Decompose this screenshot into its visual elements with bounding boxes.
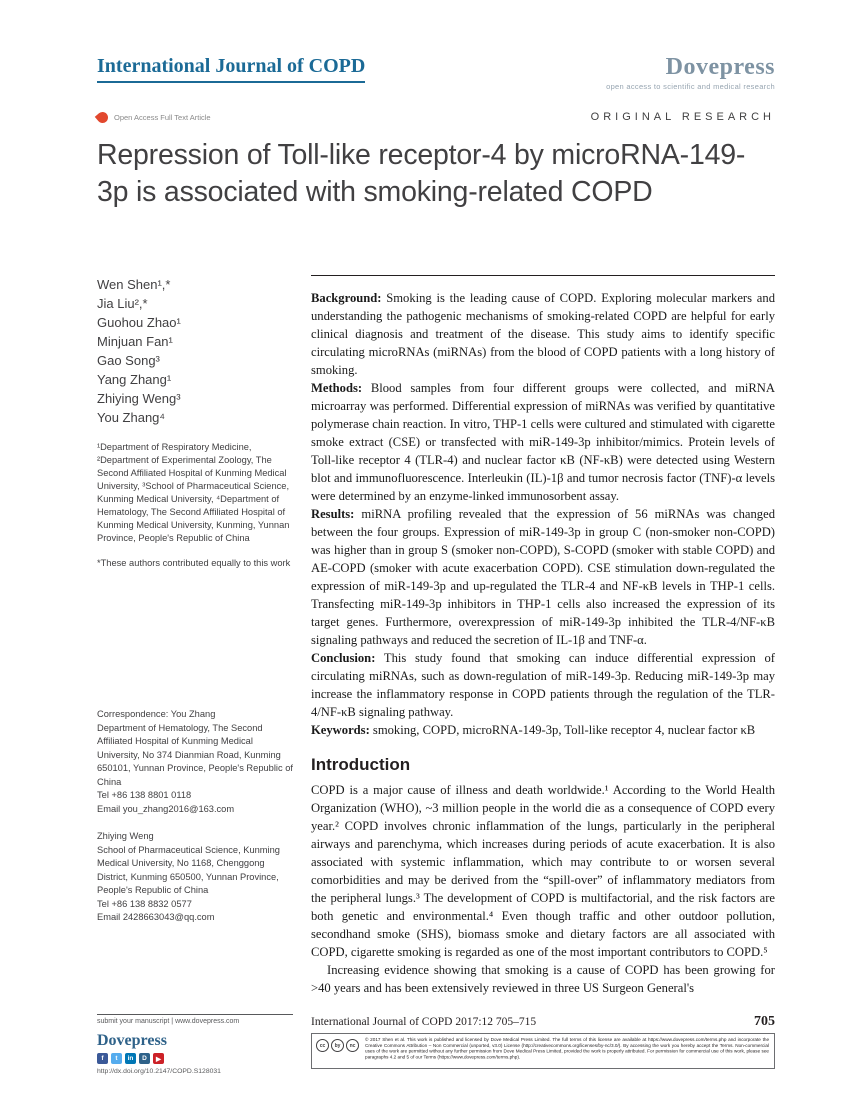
- footer-left-bottom: [97, 1030, 293, 1075]
- abstract-background: [311, 289, 775, 379]
- page-number: 705: [754, 1014, 775, 1029]
- abstract-background-label: Background:: [311, 291, 382, 305]
- abstract-results-text: miRNA profiling revealed that the expression of 56 miRNAs was changed between the four groups. Expression of miR-149-3p in group C (non-smoker non-COPD) was higher than in group S (smoker non-COPD), S-COPD (smoker with stable COPD) and AE-COPD (smoker with acute exacerbation COPD). CSE stimulation down-regulated the expression of miR-149-3p and up-regulated the TLR-4 and NF-κB levels in THP-1 cells. Transfecting miR-149-3p inhibitors in THP-1 cells also increased the expression of its target genes. Furthermore, overexpression of miR-149-3p inhibited the TLR-4/NF-κB signaling pathways and reduced the secretion of IL-1β and TNF-α.: [311, 507, 775, 647]
- correspondence-primary: [97, 708, 293, 816]
- dovepress-footer-logo[interactable]: Dovepress: [97, 1032, 167, 1049]
- attribution-icon: by: [331, 1039, 344, 1052]
- publisher-block: [606, 55, 775, 91]
- footer-cite-row: [97, 1014, 775, 1030]
- abstract-results-label: Results:: [311, 507, 355, 521]
- article-body: [311, 275, 775, 1005]
- correspondence-email[interactable]: Email 2428663043@qq.com: [97, 912, 215, 922]
- author-name: Jia Liu²,*: [97, 296, 148, 311]
- facebook-icon[interactable]: f: [97, 1053, 108, 1064]
- correspondence-tel: Tel +86 138 8801 0118: [97, 790, 192, 800]
- abstract-keywords-label: Keywords:: [311, 723, 370, 737]
- masthead: [97, 55, 775, 91]
- page-footer: [97, 1014, 775, 1075]
- open-access-label[interactable]: Open Access Full Text Article: [114, 112, 211, 122]
- footer-left-top: [97, 1014, 293, 1030]
- footer-citation-row: [311, 1014, 775, 1030]
- author-name: Guohou Zhao¹: [97, 315, 181, 330]
- publisher-tagline: open access to scientific and medical research: [606, 82, 775, 91]
- author-name: Gao Song³: [97, 353, 160, 368]
- submit-manuscript-link[interactable]: submit your manuscript | www.dovepress.com: [97, 1014, 293, 1025]
- correspondence-section: [97, 708, 293, 925]
- author-name: Zhiying Weng³: [97, 391, 181, 406]
- journal-citation: International Journal of COPD 2017:12 705–715: [311, 1016, 537, 1028]
- introduction-paragraph-2: Increasing evidence showing that smoking is a cause of COPD has been growing for >40 years and has been extensively reviewed in three US Surgeon General's: [311, 963, 775, 995]
- correspondence-address: School of Pharmaceutical Science, Kunming Medical University, No 1168, Chenggong District, Kunming 650500, Yunnan Province, People's Republic of China: [97, 844, 280, 895]
- non-commercial-icon: nc: [346, 1039, 359, 1052]
- correspondence-tel: Tel +86 138 8832 0577: [97, 898, 192, 909]
- abstract-conclusion: [311, 649, 775, 721]
- dovepress-logo[interactable]: Dovepress: [665, 54, 775, 80]
- linkedin-icon[interactable]: in: [125, 1053, 136, 1064]
- abstract-background-text: Smoking is the leading cause of COPD. Exploring molecular markers and understanding the pathogenic mechanisms of smoking-related COPD are helpful for early clinical diagnosis and treatment of the disease. This study aims to identify specific circulating microRNAs (miRNAs) from the blood of COPD patients with a long history of smoking.: [311, 291, 775, 377]
- dove-icon: [95, 109, 110, 124]
- youtube-icon[interactable]: ▶: [153, 1053, 164, 1064]
- abstract-methods-text: Blood samples from four different groups were collected, and miRNA microarray was performed. Differential expression of miRNAs was verified by quantitative polymerase chain reaction. In vitro, THP-1 cells were cultured and stimulated with cigarette smoke extract (CSE) or transfected with miR-149-3p inhibitor/mimics. Protein levels of Toll-like receptor 4 (TLR-4) and nuclear factor κB (NF-κB) were detected using Western blot and immunofluorescence. Interleukin (IL)-1β and tumor necrosis factor (TNF)-α levels were determined by an enzyme-linked immunosorbent assay.: [311, 381, 775, 503]
- author-name: Wen Shen¹,*: [97, 277, 171, 292]
- article-type-label: ORIGINAL RESEARCH: [590, 111, 775, 123]
- open-access-badge[interactable]: [97, 112, 211, 123]
- correspondence-email[interactable]: Email you_zhang2016@163.com: [97, 803, 235, 814]
- social-icon-row: [97, 1053, 293, 1064]
- license-text: © 2017 Shen et al. This work is published and licensed by Dove Medical Press Limited. The full terms of this license are available at https://www.dovepress.com/terms.php and incorporate the Creative Commons Attribution – Non Commercial (unported, v3.0) License (http://creativecommons.org/licenses/by-nc/3.0/). By accessing the work you hereby accept the Terms. Non-commercial uses of the work are permitted without any further permission from Dove Medical Press Limited, provided the work is properly attributed. For permission for commercial use of this work, please see paragraphs 4.2 and 5 of our Terms (https://www.dovepress.com/terms.php).: [365, 1037, 770, 1060]
- abstract-results: [311, 505, 775, 649]
- doi-link[interactable]: http://dx.doi.org/10.2147/COPD.S128031: [97, 1068, 221, 1075]
- introduction-heading: Introduction: [311, 755, 411, 774]
- abstract-methods-label: Methods:: [311, 381, 363, 395]
- affiliations: ¹Department of Respiratory Medicine, ²Department of Experimental Zoology, The Second Affiliated Hospital of Kunming Medical University, ³School of Pharmaceutical Science, Kunming Medical University, ⁴Department of Hematology, The Second Affiliated Hospital of Kunming Medical University, Kunming, Yunnan Province, People's Republic of China: [97, 442, 290, 543]
- dovepress-social-icon[interactable]: D: [139, 1053, 150, 1064]
- article-title: Repression of Toll-like receptor-4 by microRNA-149-3p is associated with smoking-related COPD: [97, 139, 746, 208]
- journal-name: International Journal of COPD: [97, 55, 365, 83]
- abstract-conclusion-label: Conclusion:: [311, 651, 376, 665]
- abstract-conclusion-text: This study found that smoking can induce differential expression of circulating miRNAs, such as down-regulation of miR-149-3p. Reducing miR-149-3p may increase the inflammatory response in COPD patients through the regulation of the TLR-4/NF-κB signaling pathway.: [311, 651, 775, 719]
- author-name: Minjuan Fan¹: [97, 334, 173, 349]
- footer-license-row: [97, 1030, 775, 1075]
- abstract-keywords-text: smoking, COPD, microRNA-149-3p, Toll-like receptor 4, nuclear factor κB: [372, 723, 756, 737]
- correspondence-heading: Correspondence: You Zhang: [97, 709, 216, 719]
- author-sidebar: [97, 275, 293, 1005]
- author-list: [97, 275, 293, 427]
- abstract-methods: [311, 379, 775, 505]
- access-row: [97, 111, 775, 123]
- cc-icon: cc: [316, 1039, 329, 1052]
- author-name: You Zhang⁴: [97, 410, 165, 425]
- abstract-divider: [311, 275, 775, 276]
- twitter-icon[interactable]: t: [111, 1053, 122, 1064]
- abstract-keywords: [311, 721, 775, 739]
- correspondence-secondary: [97, 830, 293, 925]
- introduction-paragraph-1: COPD is a major cause of illness and death worldwide.¹ According to the World Health Organization (WHO), ~3 million people in the world die as a consequence of COPD every year.² COPD involves chronic inflammation of the lungs, particularly in the peripheral airways and parenchyma, which increases during periods of acute exacerbation. It is also associated with systemic inflammation, which may contribute to or worsen several comorbidities and may be derived from the “spill-over” of inflammatory mediators from the peripheral lungs.³ The development of COPD is multifactorial, and the risk factors are both genetic and environmental.⁴ Even though traffic and other outdoor pollution, secondhand smoke (SHS), biomass smoke and dietary factors are all associated with COPD, cigarette smoking is regarded as one of the most important contributors to COPD.⁵: [311, 783, 775, 959]
- license-text-container: [365, 1037, 770, 1065]
- correspondence-heading: Zhiying Weng: [97, 831, 154, 841]
- correspondence-address: Department of Hematology, The Second Affiliated Hospital of Kunming Medical University, No 374 Dianmian Road, Kunming 650101, Yunnan Province, People's Republic of China: [97, 722, 293, 787]
- content-columns: [97, 275, 775, 1005]
- cc-license-badges: [316, 1037, 359, 1065]
- equal-contribution-note: *These authors contributed equally to this work: [97, 558, 291, 568]
- license-box: [311, 1033, 775, 1069]
- author-name: Yang Zhang¹: [97, 372, 172, 387]
